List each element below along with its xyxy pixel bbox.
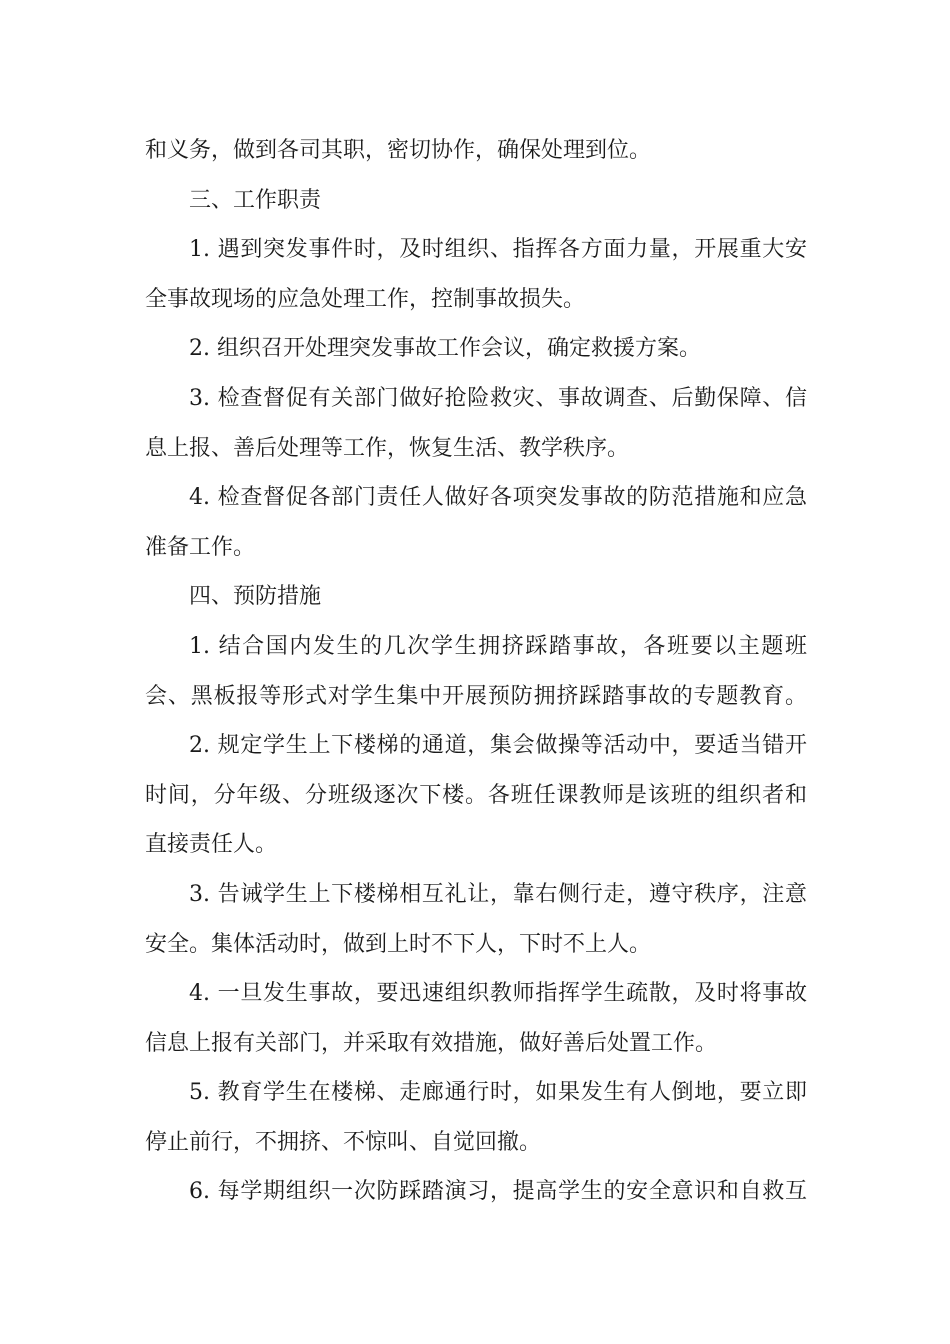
text-line: 安全。集体活动时，做到上时不下人，下时不上人。 — [145, 931, 652, 957]
text-line: 2. 组织召开处理突发事故工作会议，确定救援方案。 — [189, 336, 701, 362]
text-line: 1. 遇到突发事件时，及时组织、指挥各方面力量，开展重大安 — [189, 237, 807, 263]
section-heading: 四、预防措施 — [189, 584, 322, 610]
text-line: 5. 教育学生在楼梯、走廊通行时，如果发生有人倒地，要立即 — [189, 1080, 807, 1106]
text-line: 准备工作。 — [145, 534, 256, 560]
text-line: 直接责任人。 — [145, 832, 278, 858]
text-line: 全事故现场的应急处理工作，控制事故损失。 — [145, 286, 586, 312]
text-line: 停止前行，不拥挤、不惊叫、自觉回撤。 — [145, 1129, 542, 1155]
text-line: 和义务，做到各司其职，密切协作，确保处理到位。 — [145, 138, 652, 163]
text-line: 6. 每学期组织一次防踩踏演习，提高学生的安全意识和自救互 — [189, 1179, 807, 1205]
document-body — [145, 126, 807, 1217]
section-heading: 三、工作职责 — [189, 187, 322, 213]
text-line: 时间，分年级、分班级逐次下楼。各班任课教师是该班的组织者和 — [145, 782, 807, 808]
text-line: 2. 规定学生上下楼梯的通道，集会做操等活动中，要适当错开 — [189, 733, 807, 759]
text-line: 4. 一旦发生事故，要迅速组织教师指挥学生疏散，及时将事故 — [189, 981, 807, 1007]
text-line: 4. 检查督促各部门责任人做好各项突发事故的防范措施和应急 — [189, 485, 807, 511]
text-line: 3. 检查督促有关部门做好抢险救灾、事故调查、后勤保障、信 — [189, 385, 807, 411]
text-line: 会、黑板报等形式对学生集中开展预防拥挤踩踏事故的专题教育。 — [145, 683, 807, 709]
text-line: 息上报、善后处理等工作，恢复生活、教学秩序。 — [145, 435, 630, 461]
text-line: 3. 告诫学生上下楼梯相互礼让，靠右侧行走，遵守秩序，注意 — [189, 881, 807, 907]
text-line: 信息上报有关部门，并采取有效措施，做好善后处置工作。 — [145, 1030, 718, 1056]
text-line: 1. 结合国内发生的几次学生拥挤踩踏事故，各班要以主题班 — [189, 633, 807, 659]
